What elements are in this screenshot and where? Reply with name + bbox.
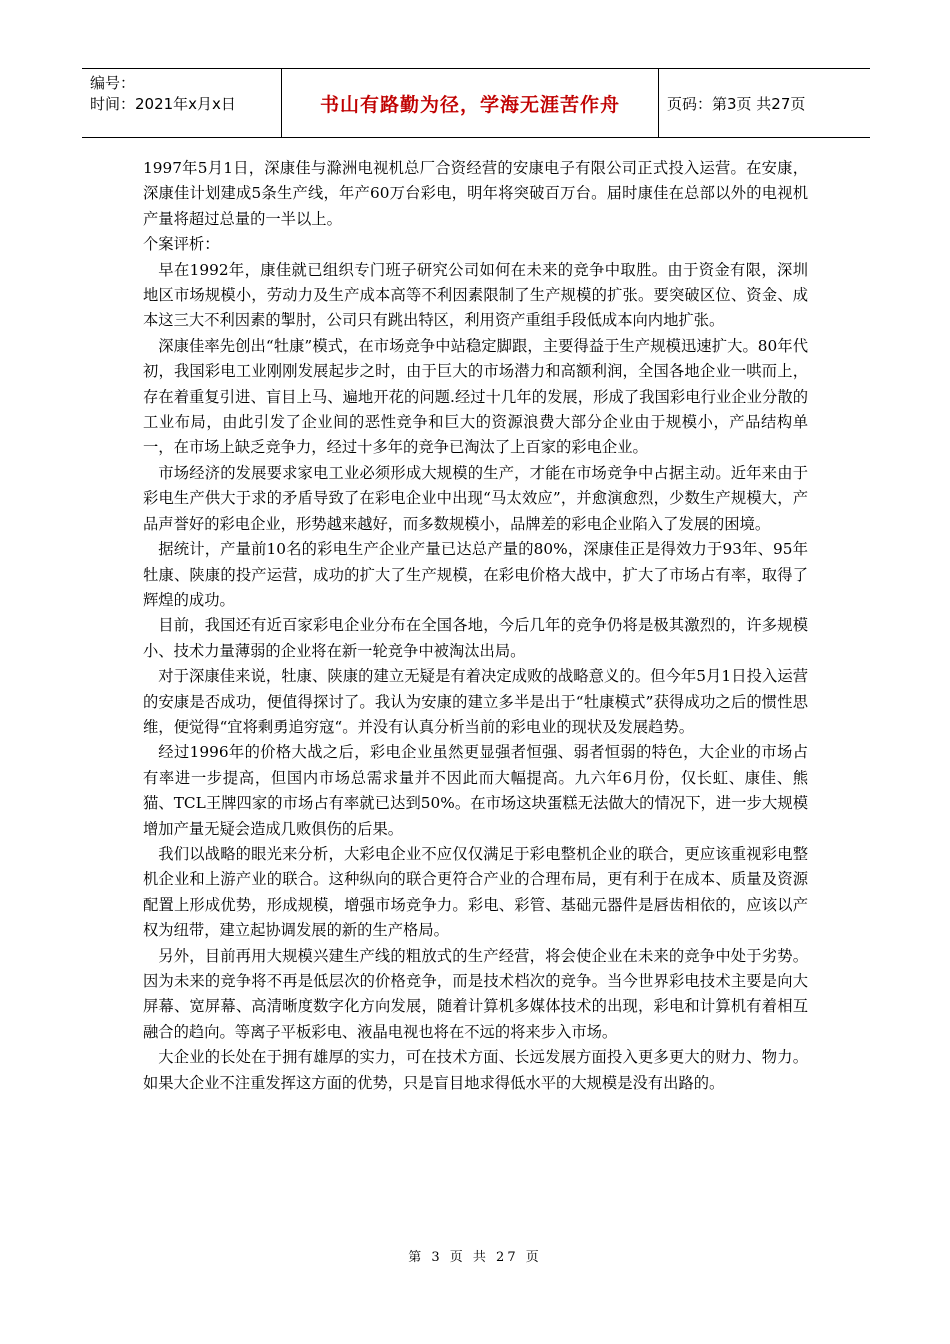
header-page-cell xyxy=(659,69,870,137)
paragraph: 另外，目前再用大规模兴建生产线的粗放式的生产经营，将会使企业在未来的竞争中处于劣势。因为未来的竞争将不再是低层次的价格竞争，而是技术档次的竞争。当今世界彩电技术主要是向大屏幕、宽屏幕、高清晰度数字化方向发展，随着计算机多媒体技术的出现，彩电和计算机有着相互融合的趋向。等离子平板彩电、液晶电视也将在不远的将来步入市场。 xyxy=(143,946,808,1041)
section-heading: 个案评析： xyxy=(143,235,220,254)
header-meta xyxy=(82,69,282,137)
paragraph: 经过1996年的价格大战之后，彩电企业虽然更显强者恒强、弱者恒弱的特色，大企业的市场占有率进一步提高，但国内市场总需求量并不因此而大幅提高。九六年6月份，仅长虹、康佳、熊猫、TCL王牌四家的市场占有率就已达到50%。在市场这块蛋糕无法做大的情况下，进一步大规模增加产量无疑会造成几败俱伤的后果。 xyxy=(143,743,808,838)
paragraph: 深康佳率先创出“牡康”模式，在市场竞争中站稳定脚跟，主要得益于生产规模迅速扩大。80年代初，我国彩电工业刚刚发展起步之时，由于巨大的市场潜力和高额利润，全国各地企业一哄而上，存在着重复引进、盲目上马、遍地开花的问题.经过十几年的发展，形成了我国彩电行业企业分散的工业布局，由此引发了企业间的恶性竞争和巨大的资源浪费大部分企业由于规模小，产品结构单一，在市场上缺乏竞争力，经过十多年的竞争已淘汰了上百家的彩电企业。 xyxy=(143,336,808,457)
paragraph: 1997年5月1日，深康佳与滁洲电视机总厂合资经营的安康电子有限公司正式投入运营。在安康，深康佳计划建成5条生产线，年产60万台彩电，明年将突破百万台。届时康佳在总部以外的电视机产量将超过总量的一半以上。 xyxy=(143,159,808,228)
page-header xyxy=(82,68,870,138)
paragraph: 对于深康佳来说，牡康、陕康的建立无疑是有着决定成败的战略意义的。但今年5月1日投入运营的安康是否成功，便值得探讨了。我认为安康的建立多半是出于“牡康模式”获得成功之后的惯性思维，便觉得“宜将剩勇追穷寇“。并没有认真分析当前的彩电业的现状及发展趋势。 xyxy=(143,667,808,736)
paragraph: 大企业的长处在于拥有雄厚的实力，可在技术方面、长远发展方面投入更多更大的财力、物力。如果大企业不注重发挥这方面的优势，只是盲目地求得低水平的大规模是没有出路的。 xyxy=(143,1048,808,1092)
header-motto-cell xyxy=(282,69,659,137)
date-label: 时间：2021年x月x日 xyxy=(90,95,236,113)
number-label: 编号： xyxy=(90,74,136,92)
paragraph: 市场经济的发展要求家电工业必须形成大规模的生产，才能在市场竞争中占据主动。近年来由于彩电生产供大于求的矛盾导致了在彩电企业中出现“马太效应”，并愈演愈烈，少数生产规模大，产品声誉好的彩电企业，形势越来越好，而多数规模小，品牌差的彩电企业陷入了发展的困境。 xyxy=(143,463,808,533)
paragraph: 据统计，产量前10名的彩电生产企业产量已达总产量的80%，深康佳正是得效力于93年、95年牡康、陕康的投产运营，成功的扩大了生产规模，在彩电价格大战中，扩大了市场占有率，取得了辉煌的成功。 xyxy=(143,540,808,609)
page-footer: 第 3 页 共 27 页 xyxy=(408,1250,542,1265)
page-info: 页码：第3页 共27页 xyxy=(667,94,806,113)
motto: 书山有路勤为径，学海无涯苦作舟 xyxy=(319,93,620,116)
paragraph: 目前，我国还有近百家彩电企业分布在全国各地，今后几年的竞争仍将是极其激烈的，许多规模小、技术力量薄弱的企业将在新一轮竞争中被淘汰出局。 xyxy=(143,616,808,660)
paragraph: 我们以战略的眼光来分析，大彩电企业不应仅仅满足于彩电整机企业的联合，更应该重视彩电整机企业和上游产业的联合。这种纵向的联合更符合产业的合理布局，更有利于在成本、质量及资源配置上形成优势，形成规模，增强市场竞争力。彩电、彩管、基础元器件是唇齿相依的，应该以产权为纽带，建立起协调发展的新的生产格局。 xyxy=(143,844,808,940)
document-body xyxy=(143,156,808,1096)
paragraph: 早在1992年，康佳就已组织专门班子研究公司如何在未来的竞争中取胜。由于资金有限，深圳地区市场规模小，劳动力及生产成本高等不利因素限制了生产规模的扩张。要突破区位、资金、成本这三大不利因素的掣肘，公司只有跳出特区，利用资产重组手段低成本向内地扩张。 xyxy=(143,260,808,330)
